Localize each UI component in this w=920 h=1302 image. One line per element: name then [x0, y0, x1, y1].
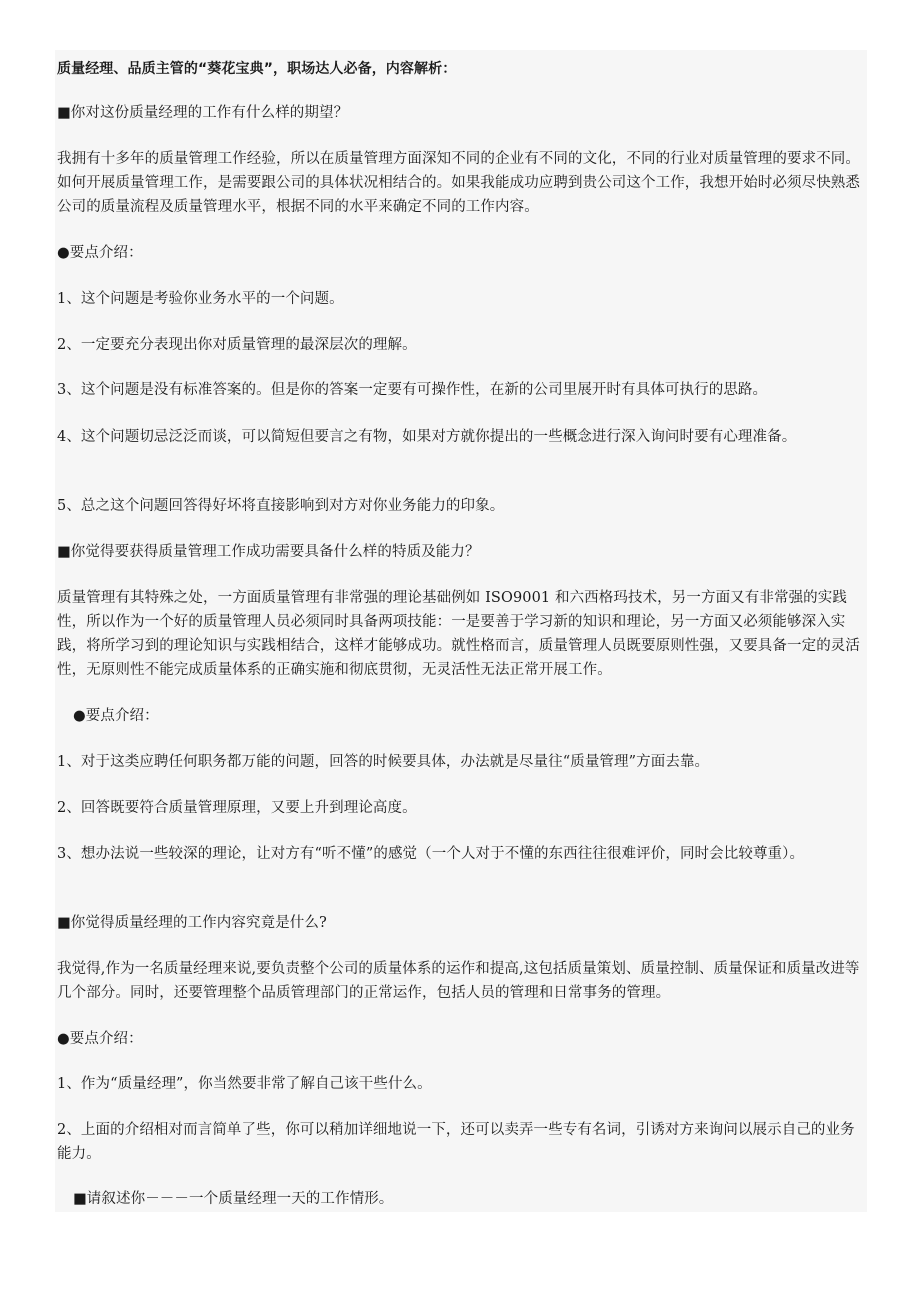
point-1-4: 4、这个问题切忌泛泛而谈，可以简短但要言之有物，如果对方就你提出的一些概念进行深入询问时要有心理准备。 [57, 429, 797, 445]
question-2: ■你觉得要获得质量管理工作成功需要具备什么样的特质及能力？ [57, 544, 480, 560]
point-2-1: 1、对于这类应聘任何职务都万能的问题，回答的时候要具体，办法就是尽量往“质量管理”方面去靠。 [57, 754, 710, 770]
point-3-2: 2、上面的介绍相对而言简单了些，你可以稍加详细地说一下，还可以卖弄一些专有名词，引诱对方来询问以展示自己的业务能力。 [57, 1122, 855, 1162]
point-1-1: 1、这个问题是考验你业务水平的一个问题。 [57, 291, 344, 307]
answer-3: 我觉得,作为一名质量经理来说,要负责整个公司的质量体系的运作和提高,这包括质量策划、质量控制、质量保证和质量改进等几个部分。同时，还要管理整个品质管理部门的正常运作，包括人员的管理和日常事务的管理。 [57, 961, 860, 1001]
question-3: ■你觉得质量经理的工作内容究竟是什么? [57, 915, 327, 931]
key-points-heading-3: ●要点介绍： [57, 1031, 143, 1047]
key-points-heading-1: ●要点介绍： [57, 245, 143, 261]
document-body [55, 50, 867, 1212]
point-1-2: 2、一定要充分表现出你对质量管理的最深层次的理解。 [57, 337, 417, 353]
question-1: ■你对这份质量经理的工作有什么样的期望？ [57, 105, 349, 121]
question-4: ■请叙述你－－－一个质量经理一天的工作情形。 [73, 1191, 394, 1207]
answer-1: 我拥有十多年的质量管理工作经验，所以在质量管理方面深知不同的企业有不同的文化，不同的行业对质量管理的要求不同。如何开展质量管理工作，是需要跟公司的具体状况相结合的。如果我能成功应聘到贵公司这个工作，我想开始时必须尽快熟悉公司的质量流程及质量管理水平，根据不同的水平来确定不同的工作内容。 [57, 151, 860, 215]
point-2-2: 2、回答既要符合质量管理原理，又要上升到理论高度。 [57, 800, 417, 816]
point-1-5: 5、总之这个问题回答得好坏将直接影响到对方对你业务能力的印象。 [57, 498, 505, 514]
answer-2: 质量管理有其特殊之处，一方面质量管理有非常强的理论基础例如 ISO9001 和六西格玛技术，另一方面又有非常强的实践性，所以作为一个好的质量管理人员必须同时具备两项技能：一是要善于学习新的知识和理论，另一方面又必须能够深入实践，将所学习到的理论知识与实践相结合，这样才能够成功。就性格而言，质量管理人员既要原则性强，又要具备一定的灵活性，无原则性不能完成质量体系的正确实施和彻底贯彻，无灵活性无法正常开展工作。 [57, 590, 860, 678]
document-title: 质量经理、品质主管的“葵花宝典”，职场达人必备，内容解析： [57, 61, 457, 77]
key-points-heading-2: ●要点介绍： [73, 708, 159, 724]
point-3-1: 1、作为“质量经理”，你当然要非常了解自己该干些什么。 [57, 1076, 432, 1092]
point-1-3: 3、这个问题是没有标准答案的。但是你的答案一定要有可操作性，在新的公司里展开时有具体可执行的思路。 [57, 382, 768, 398]
point-2-3: 3、想办法说一些较深的理论，让对方有“听不懂”的感觉（一个人对于不懂的东西往往很难评价，同时会比较尊重）。 [57, 846, 805, 862]
